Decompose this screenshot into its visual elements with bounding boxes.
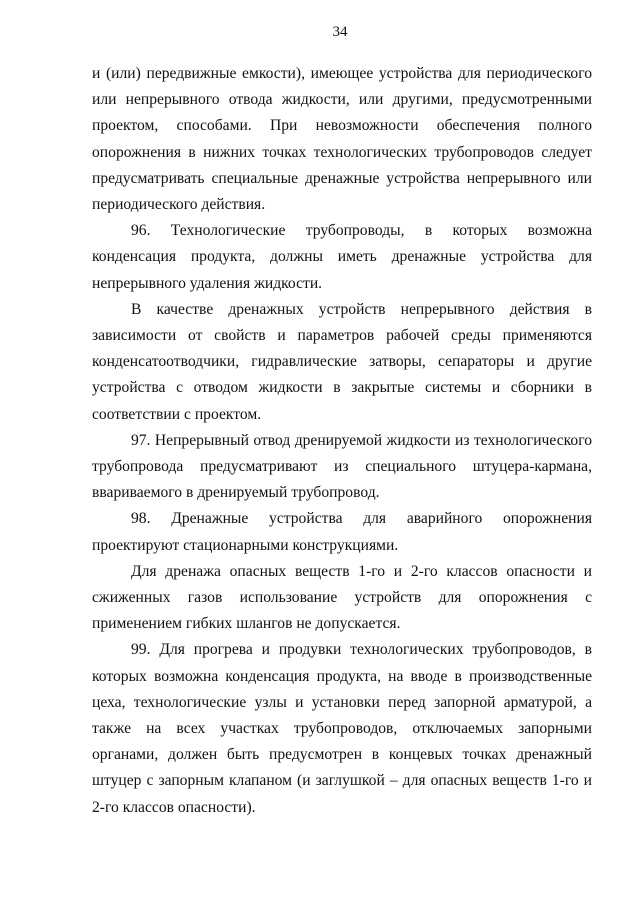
paragraph-clause-97: 97. Непрерывный отвод дренируемой жидкости из технологического трубопровода предусматривают из специального штуцера-кармана, ввариваемого в дренируемый трубопровод. bbox=[92, 431, 592, 502]
document-body bbox=[92, 61, 592, 821]
paragraph-clause-96: 96. Технологические трубопроводы, в которых возможна конденсация продукта, должны иметь дренажные устройства для непрерывного удаления жидкости. bbox=[92, 222, 592, 292]
paragraph-hazardous-substances: Для дренажа опасных веществ 1-го и 2-го классов опасности и сжиженных газов использование устройств для опорожнения с применением гибких шлангов не допускается. bbox=[92, 562, 592, 633]
paragraph-clause-98: 98. Дренажные устройства для аварийного опорожнения проектируют стационарными конструкциями. bbox=[92, 510, 592, 554]
paragraph-clause-99: 99. Для прогрева и продувки технологических трубопроводов, в которых возможна конденсация продукта, на вводе в производственные цеха, технологические узлы и установки перед запорной арматурой, а также на всех участках трубопроводов, отключаемых запорными органами, должен быть предусмотрен в концевых точках дренажный штуцер с запорным клапаном (и заглушкой – для опасных веществ 1-го и 2-го классов опасности). bbox=[92, 641, 592, 816]
page-number: 34 bbox=[332, 24, 348, 40]
paragraph-continuation: и (или) передвижные емкости), имеющее устройства для периодического или непрерывного отвода жидкости, или другими, предусмотренными проектом, способами. При невозможности обеспечения полного опорожнения в нижних точках технологических трубопроводов следует предусматривать специальные дренажные устройства непрерывного или периодического действия. bbox=[92, 65, 592, 214]
paragraph-drainage-devices: В качестве дренажных устройств непрерывного действия в зависимости от свойств и параметров рабочей среды применяются конденсатоотводчики, гидравлические затворы, сепараторы и другие устройства с отводом жидкости в закрытые системы и сборники в соответствии с проектом. bbox=[92, 300, 592, 423]
